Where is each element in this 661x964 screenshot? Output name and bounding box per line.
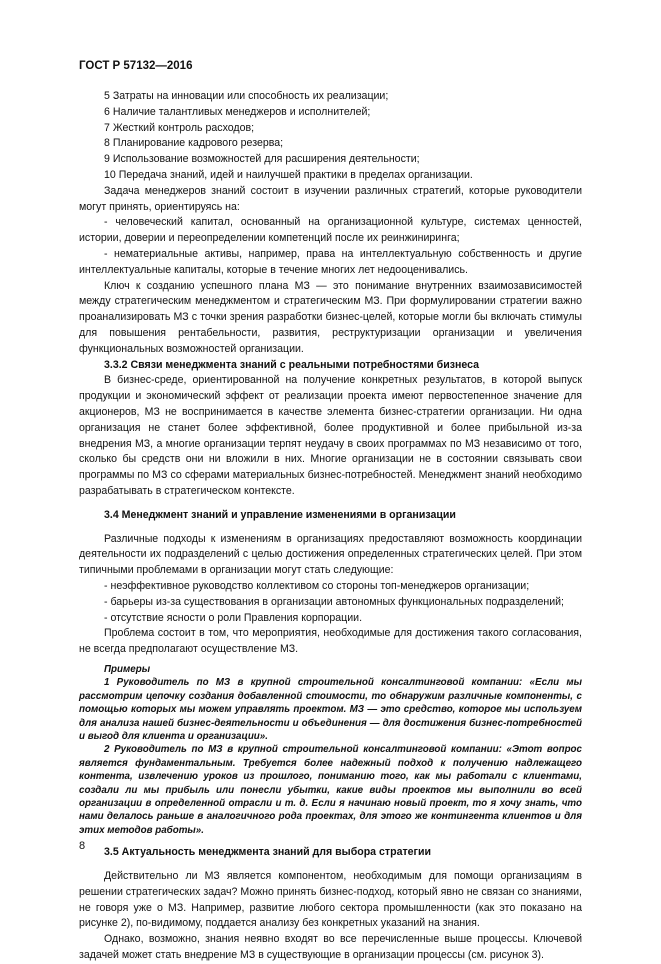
- page-number: 8: [79, 840, 86, 852]
- list-item: 6 Наличие талантливых менеджеров и исполнителей;: [104, 105, 371, 118]
- paragraph-problem: Проблема состоит в том, что мероприятия, необходимые для достижения такого согласования, не всегда предполагают осуществление МЗ.: [79, 627, 582, 656]
- page-body: [79, 89, 582, 964]
- bullet-item: - неэффективное руководство коллективом со стороны топ-менеджеров организации;: [104, 579, 530, 592]
- example-1: 1 Руководитель по МЗ в крупной строительной консалтинговой компании: «Если мы рассмотрим цепочку создания добавленной стоимости, то обнаружим различные компоненты, с помощью которых мы можем управлять проектом. МЗ — это средство, которое мы используем для анализа нашей бизнес-деятельности и объединения — для достижения бизнес-потребностей и выгод для клиента и организации».: [79, 677, 582, 742]
- paragraph-3-5-b: Однако, возможно, знания неявно входят во все перечисленные выше процессы. Ключевой задачей может стать внедрение МЗ в существующие в организации процессы (см. рисунок 3).: [79, 933, 582, 961]
- paragraph-3-3-2: В бизнес-среде, ориентированной на получение конкретных результатов, в которой выпуск продукции и экономический эффект от реализации проекта имеют первостепенное значение для акционеров, МЗ не воспринимается в качестве элемента бизнес-стратегии организации. Ни одна организация не станет более эффективной, более продуктивной и более прибыльной из-за внедрения МЗ, а многие организации терпят неудачу в своих программах по МЗ независимо от того, сколько бы средств они ни вложили в них. Многие организации не в состоянии связывать свои программы по МЗ со сферами материальных бизнес-потребностей. Менеджмент знаний необходимо разрабатывать в стратегическом контексте.: [79, 374, 582, 497]
- section-heading-3-3-2: 3.3.2 Связи менеджмента знаний с реальными потребностями бизнеса: [104, 358, 480, 371]
- standard-header: ГОСТ Р 57132—2016: [79, 60, 193, 72]
- paragraph-3-5-a: Действительно ли МЗ является компонентом, необходимым для помощи организациям в решении стратегических задач? Можно принять бизнес-подход, который явно не связан со знаниями, не говоря уже о МЗ. Например, развитие любого сектора промышленности (как это показано на рисунке 2), по-видимому, поддается анализу без конкретных указаний на знания.: [79, 869, 582, 930]
- examples-heading: Примеры: [104, 663, 151, 675]
- bullet-intangible-assets: - нематериальные активы, например, права на интеллектуальную собственность и другие интеллектуальные капиталы, которые в течение многих лет недооценивались.: [79, 247, 582, 276]
- bullet-item: - барьеры из-за существования в организации автономных функциональных подразделений;: [104, 595, 564, 608]
- paragraph-3-4: Различные подходы к изменениям в организациях предоставляют возможность координации деятельности их подразделений с целью достижения определенных стратегических целей. При этом типичными проблемами в организации могут стать следующие:: [79, 532, 582, 577]
- list-item: 5 Затраты на инновации или способность их реализации;: [104, 90, 389, 102]
- list-item: 10 Передача знаний, идей и наилучшей практики в пределах организации.: [104, 168, 473, 181]
- list-item: 8 Планирование кадрового резерва;: [104, 137, 284, 150]
- list-item: 9 Использование возможностей для расширения деятельности;: [104, 153, 420, 166]
- paragraph-managers: Задача менеджеров знаний состоит в изучении различных стратегий, которые руководители могут принять, ориентируясь на:: [79, 184, 582, 213]
- section-heading-3-4: 3.4 Менеджмент знаний и управление изменениями в организации: [104, 508, 456, 521]
- section-heading-3-5: 3.5 Актуальность менеджмента знаний для выбора стратегии: [104, 846, 431, 859]
- list-item: 7 Жесткий контроль расходов;: [104, 121, 255, 134]
- paragraph-key: Ключ к созданию успешного плана МЗ — это понимание внутренних взаимозависимостей между стратегическим менеджментом и стратегическим МЗ. При формулировании стратегии важно проанализировать МЗ с точки зрения разработки бизнес-целей, которые могли бы включать стимулы для повышения рентабельности, развития, реструктуризации организации и увеличения функциональных возможностей организации.: [79, 279, 582, 355]
- bullet-item: - отсутствие ясности о роли Правления корпорации.: [104, 611, 363, 624]
- bullet-human-capital: - человеческий капитал, основанный на организационной культуре, системах ценностей, истории, доверии и переопределении компетенций после их реинжиниринга;: [79, 216, 582, 245]
- example-2: 2 Руководитель по МЗ в крупной строительной консалтинговой компании: «Этот вопрос является фундаментальным. Требуется более надежный подход к получению надлежащего контента, извлечению уроков из прошлого, пониманию того, как мы работали с клиентами, создали ли мы прибыль или понесли убытки, какие виды проектов мы выполнили во всей организации в определенной отрасли и т. д. Если я начинаю новый проект, то я хочу знать, что нами делалось раньше в аналогичного рода проектах, для этого же контингента клиентов и для этих методов работы».: [79, 744, 582, 836]
